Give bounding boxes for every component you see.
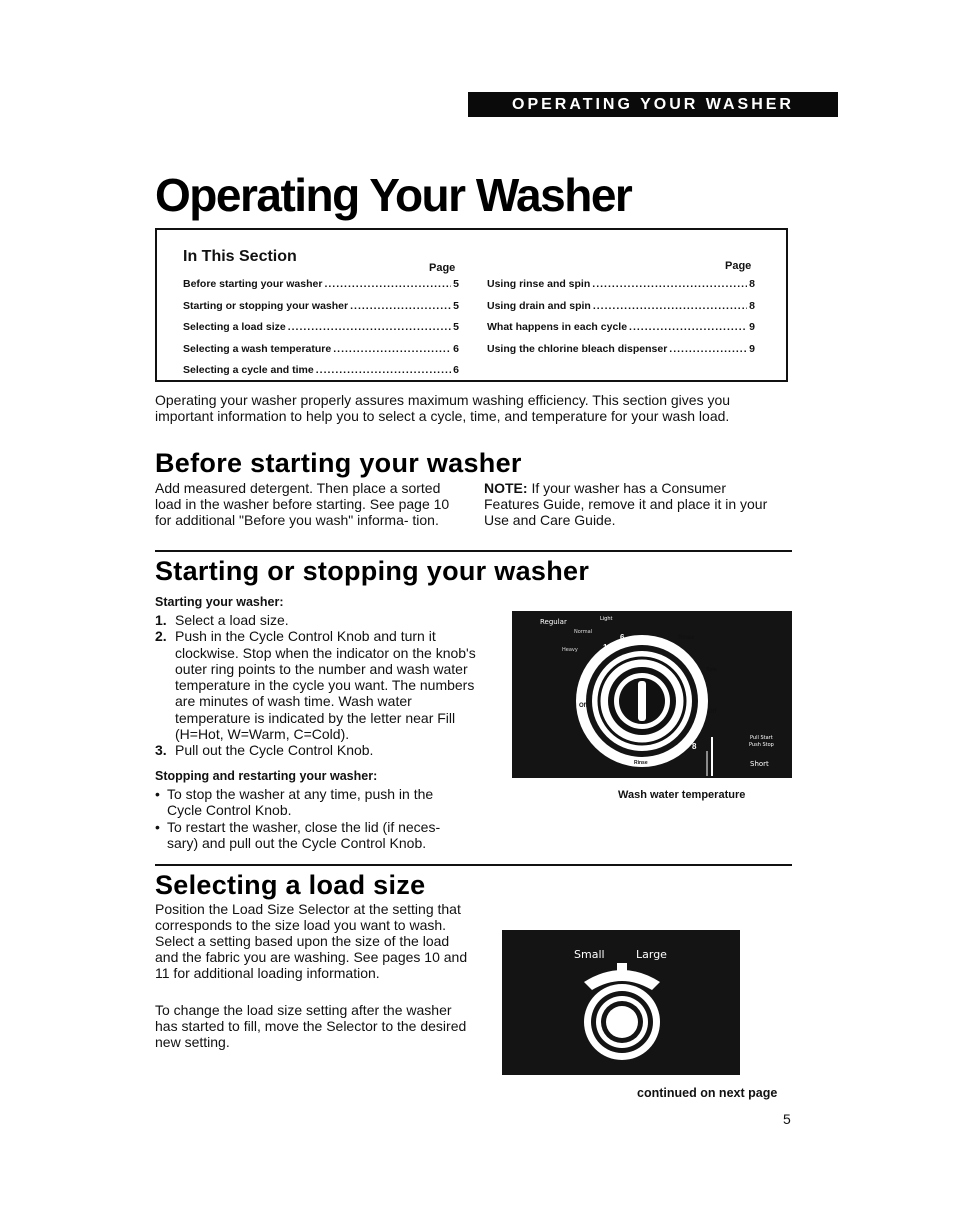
- label-normal: Normal: [574, 629, 593, 635]
- bullet-2: [155, 819, 460, 852]
- dial-caption: Wash water temperature: [618, 789, 746, 801]
- toc-entry-left: [183, 343, 459, 355]
- before-text: Add measured detergent. Then place a sorted load in the washer before starting. See page 10 for additional "Before you wash" informa- tion.: [155, 480, 450, 528]
- label-rinse-top: Rinse: [678, 635, 695, 641]
- bullet-dot: •: [155, 786, 160, 802]
- heading-before-starting: Before starting your washer: [155, 448, 522, 478]
- step-text: Push in the Cycle Control Knob and turn it clockwise. Stop when the indicator on the knob's outer ring points to the number and wash water temperature in the cycle you want. The numbers are minutes of wash time. Wash water temperature is indicated by the letter near Fill (H=Hot, W=Warm, C=Cold).: [175, 628, 476, 743]
- intro-paragraph: Operating your washer properly assures maximum washing efficiency. This section gives you important information to help you to select a cycle, time, and temperature for your wash load.: [155, 392, 731, 424]
- label-14: 14: [592, 657, 601, 666]
- load-size-panel: [502, 930, 740, 1075]
- toc-leader-dots: [316, 364, 451, 376]
- load-paragraph-2: To change the load size setting after the washer has started to fill, move the Selector to the desired new setting.: [155, 1002, 467, 1050]
- toc-entry-title: Using the chlorine bleach dispenser: [487, 342, 668, 355]
- label-short: Short: [750, 760, 769, 768]
- toc-heading: In This Section: [183, 248, 297, 265]
- label-6: 6: [620, 633, 625, 642]
- load-size-selector-illustration: [502, 930, 740, 1075]
- selector-knob: [606, 1006, 638, 1038]
- note-label: NOTE:: [484, 480, 528, 496]
- step-number: 1.: [155, 612, 167, 628]
- toc-entry-page: 6: [453, 342, 459, 355]
- toc-leader-dots: [592, 278, 747, 290]
- label-8: 8: [692, 742, 697, 751]
- label-off-left: Off: [579, 703, 588, 709]
- sub-starting: Starting your washer:: [155, 595, 284, 609]
- load-paragraph-1: Position the Load Size Selector at the setting that corresponds to the size load you want to wash. Select a setting based upon the size of the load and the fabric you are washing. See pages 10 and 11 for additional loading information.: [155, 901, 468, 981]
- bullet-dot: •: [155, 818, 160, 835]
- toc-entry-title: Before starting your washer: [183, 278, 323, 290]
- label-10: 10: [603, 643, 612, 652]
- toc-entry-title: What happens in each cycle: [487, 321, 628, 333]
- toc-entry-title: Starting or stopping your washer: [183, 299, 349, 312]
- step-number: 2.: [155, 628, 167, 645]
- selector-pointer: [617, 963, 627, 979]
- step-number: 3.: [155, 742, 167, 759]
- page-title: Operating Your Washer: [155, 169, 632, 221]
- starting-steps: [155, 612, 480, 759]
- label-heavy: Heavy: [562, 647, 578, 653]
- toc-entry-page: 8: [749, 299, 755, 312]
- label-regular: Regular: [540, 618, 567, 626]
- label-small: Small: [574, 948, 605, 961]
- label-spin: Spin: [706, 667, 717, 673]
- label-pull-start: Pull Start: [750, 735, 773, 741]
- toc-entry-title: Selecting a cycle and time: [183, 364, 314, 376]
- toc-entry-right: [487, 343, 755, 355]
- toc-entry-left: [183, 364, 459, 376]
- toc-entry-page: 8: [749, 278, 755, 290]
- toc-page-header-left: Page: [429, 262, 456, 274]
- label-push-stop: Push Stop: [749, 742, 774, 748]
- toc-leader-dots: [593, 300, 747, 312]
- step-1: [155, 612, 480, 628]
- toc-leader-dots: [350, 300, 451, 312]
- toc-entry-page: 9: [749, 342, 755, 355]
- page-number: 5: [783, 1111, 791, 1127]
- sub-stopping: Stopping and restarting your washer:: [155, 769, 378, 783]
- label-large: Large: [636, 948, 667, 961]
- divider-2: [155, 864, 792, 866]
- cycle-control-knob-illustration: [512, 611, 792, 778]
- label-off-right: Off: [708, 709, 717, 715]
- toc-leader-dots: [629, 321, 747, 333]
- toc-box: [155, 228, 788, 382]
- step-3: [155, 742, 480, 758]
- heading-starting-stopping: Starting or stopping your washer: [155, 556, 590, 586]
- toc-page-header-right: Page: [725, 260, 752, 272]
- toc-entry-page: 5: [453, 299, 459, 312]
- toc-entry-right: [487, 278, 755, 290]
- toc-entry-right: [487, 300, 755, 312]
- label-rinse-bottom: Rinse: [634, 760, 648, 766]
- toc-entry-title: Using drain and spin: [487, 299, 591, 312]
- toc-entry-right: [487, 321, 755, 333]
- toc-entry-left: [183, 300, 459, 312]
- toc-leader-dots: [669, 343, 747, 355]
- bullet-1: [155, 786, 460, 819]
- section-banner: OPERATING YOUR WASHER: [468, 92, 838, 117]
- toc-entry-left: [183, 278, 459, 290]
- bullet-text: To stop the washer at any time, push in the Cycle Control Knob.: [167, 786, 434, 819]
- step-2: [155, 628, 480, 742]
- cycle-dial-panel: [512, 611, 792, 778]
- toc-entry-left: [183, 321, 459, 333]
- toc-entry-title: Selecting a load size: [183, 321, 286, 333]
- bullet-text: To restart the washer, close the lid (if neces- sary) and pull out the Cycle Control Knob.: [167, 818, 441, 851]
- toc-leader-dots: [324, 278, 451, 290]
- toc-leader-dots: [333, 343, 451, 355]
- toc-entry-title: Selecting a wash temperature: [183, 342, 332, 355]
- knob-grip: [638, 681, 646, 721]
- toc-entry-page: 6: [453, 364, 459, 376]
- toc-entry-page: 5: [453, 321, 459, 333]
- toc-entry-title: Using rinse and spin: [487, 278, 591, 290]
- toc-entry-page: 9: [749, 321, 755, 333]
- toc-entry-page: 5: [453, 278, 459, 290]
- stopping-bullets: [155, 786, 460, 851]
- before-note: [484, 480, 769, 528]
- step-text: Pull out the Cycle Control Knob.: [175, 742, 374, 759]
- step-text: Select a load size.: [175, 612, 289, 628]
- heading-load-size: Selecting a load size: [155, 870, 426, 900]
- toc-leader-dots: [288, 321, 451, 333]
- divider-1: [155, 550, 792, 552]
- label-light: Light: [600, 616, 613, 622]
- note-text: If your washer has a Consumer Features Guide, remove it and place it in your Use and Care Guide.: [484, 480, 768, 528]
- continued-note: continued on next page: [637, 1086, 778, 1100]
